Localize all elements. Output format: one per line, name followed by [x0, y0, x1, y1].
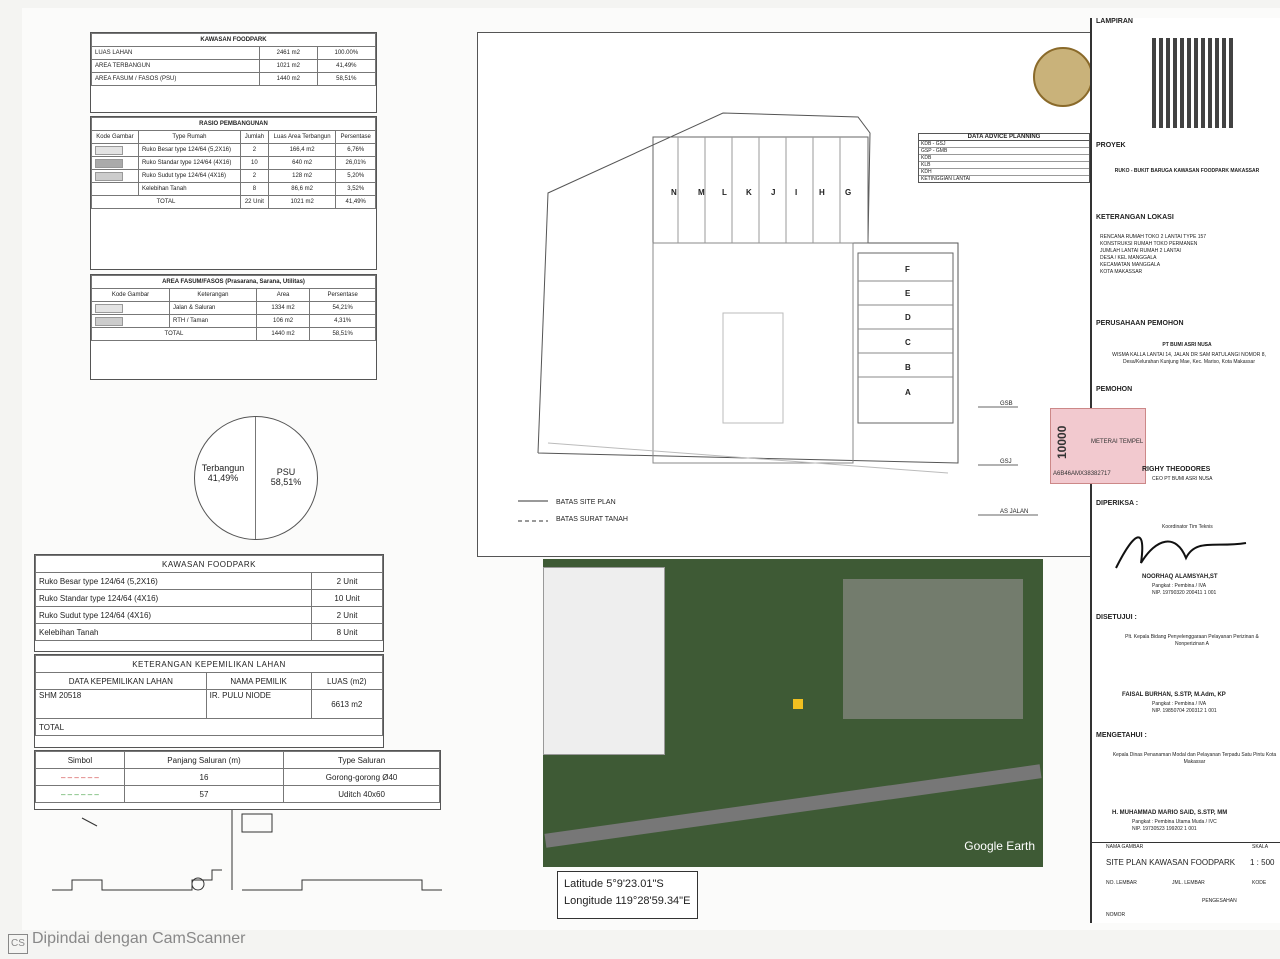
- rasio-type: Kelebihan Tanah: [138, 183, 240, 196]
- table-row: [36, 607, 383, 624]
- marker-gsb: GSB: [1000, 401, 1013, 407]
- pie-slice-terbangun: [197, 463, 249, 483]
- signer4-rank: Pangkat : Pembina Utama Muda / IVC: [1132, 819, 1217, 825]
- rasio-header: Type Rumah: [138, 131, 240, 144]
- drainage-type: Uditch 40x60: [284, 786, 440, 803]
- fasum-header: Persentase: [310, 289, 376, 302]
- marker-gsj: GSJ: [1000, 459, 1012, 465]
- rasio-area: 640 m2: [268, 157, 336, 170]
- lot-label: B: [905, 363, 911, 372]
- unit-label: Ruko Besar type 124/64 (5,2X16): [36, 573, 312, 590]
- lot-label: D: [905, 313, 911, 322]
- rasio-pct: 5,20%: [336, 170, 376, 183]
- drainage-type: Gorong-gorong Ø40: [284, 769, 440, 786]
- lot-label: I: [795, 188, 798, 197]
- advice-title: DATA ADVICE PLANNING: [919, 134, 1089, 141]
- table-row: [92, 196, 376, 209]
- ownership-total: TOTAL: [36, 719, 383, 736]
- rasio-header: Persentase: [336, 131, 376, 144]
- map-dialog-window: [543, 567, 665, 755]
- disetujui-role: Plt. Kepala Bidang Penyelenggaraan Pelayanan Perizinan & Nonperizinan A: [1125, 634, 1259, 647]
- kawasan-row-pct: 41,49%: [317, 60, 375, 73]
- skala-label: SKALA: [1252, 844, 1269, 850]
- location-pin-icon: [793, 699, 803, 709]
- table-row: [36, 786, 440, 803]
- nomor-label: NOMOR: [1106, 912, 1126, 918]
- building-cluster: [843, 579, 1023, 719]
- pengesahan-label: PENGESAHAN: [1202, 898, 1237, 904]
- ownership-area: 6613 m2: [311, 690, 382, 719]
- watermark-text: Dipindai dengan CamScanner: [32, 930, 246, 947]
- rasio-header: Luas Area Terbangun: [268, 131, 336, 144]
- lokasi-key: DESA / KEL: [1100, 255, 1127, 261]
- lot-label: N: [671, 188, 677, 197]
- rasio-type: Ruko Standar type 124/64 (4X16): [138, 157, 240, 170]
- unit-value: 2 Unit: [312, 607, 383, 624]
- rasio-qty: 2: [240, 144, 268, 157]
- fasum-ket: RTH / Taman: [170, 315, 257, 328]
- table-row: [36, 624, 383, 641]
- signature-noorhaq: [1106, 518, 1256, 578]
- drawing-name: SITE PLAN KAWASAN FOODPARK: [1106, 858, 1236, 867]
- drainage-header: Simbol: [36, 752, 125, 769]
- advice-row: KDB: [919, 155, 1089, 162]
- compass-rose-icon: [1033, 47, 1093, 107]
- rasio-pct: 26,01%: [336, 157, 376, 170]
- pie-value: 41,49%: [207, 473, 239, 483]
- unit-label: Ruko Standar type 124/64 (4X16): [36, 590, 312, 607]
- fasum-area: 106 m2: [256, 315, 309, 328]
- no-lembar-label: NO. LEMBAR: [1106, 880, 1137, 886]
- rasio-total-area: 1021 m2: [268, 196, 336, 209]
- rasio-qty: 10: [240, 157, 268, 170]
- rasio-area: 166,4 m2: [268, 144, 336, 157]
- rasio-total-label: TOTAL: [92, 196, 241, 209]
- lot-label: G: [845, 188, 852, 197]
- pemohon-company: PT BUMI ASRI NUSA: [1162, 342, 1212, 348]
- fasum-pct: 54,21%: [310, 302, 376, 315]
- pie-value: 58,51%: [270, 477, 302, 487]
- table-row: [92, 170, 376, 183]
- drainage-header: Type Saluran: [284, 752, 440, 769]
- kawasan-summary-table: [90, 32, 377, 113]
- kawasan-row-area: 2461 m2: [259, 47, 317, 60]
- fasum-title: AREA FASUM/FASOS (Prasarana, Sarana, Utilitas): [92, 276, 376, 289]
- proyek-label: PROYEK: [1096, 142, 1126, 149]
- satellite-map-image: [543, 559, 1043, 867]
- table-row: [92, 144, 376, 157]
- advice-row: KETINGGIAN LANTAI: [921, 176, 971, 182]
- drainage-table: [34, 750, 441, 810]
- diperiksa-role: Koordinator Tim Teknis: [1162, 524, 1213, 530]
- signer4-name: H. MUHAMMAD MARIO SAID, S.STP, MM: [1112, 810, 1228, 816]
- signer2-nip: NIP. 19790320 200411 1 001: [1152, 590, 1217, 596]
- lokasi-value: RUMAH TOKO 2 LANTAI TYPE 157: [1125, 234, 1207, 240]
- kawasan-row-label: LUAS LAHAN: [92, 47, 260, 60]
- drainage-symbol-green: – – – – – –: [36, 786, 125, 803]
- advice-planning-table: [918, 133, 1090, 183]
- pie-slice-psu: [261, 467, 311, 487]
- fasum-total-label: TOTAL: [92, 328, 257, 341]
- lampiran-label: LAMPIRAN: [1096, 18, 1133, 25]
- drainage-length: 57: [124, 786, 283, 803]
- fasum-header: Area: [256, 289, 309, 302]
- rasio-title: RASIO PEMBANGUNAN: [92, 118, 376, 131]
- lot-label: M: [698, 188, 705, 197]
- lot-label: C: [905, 338, 911, 347]
- drawing-scale: 1 : 500: [1250, 858, 1275, 867]
- lokasi-value: MANGGALA: [1131, 262, 1161, 268]
- rasio-table: [90, 116, 377, 270]
- pemohon-address: WISMA KALLA LANTAI 14, JALAN DR SAM RATULANGI NOMOR 8, Desa/Kelurahan Kunjung Mae, Kec. Mariso, Kota Makassar: [1112, 352, 1266, 365]
- fasum-total-area: 1440 m2: [256, 328, 309, 341]
- lot-label: L: [722, 188, 727, 197]
- table-row: [92, 315, 376, 328]
- lokasi-label: KETERANGAN LOKASI: [1096, 214, 1174, 221]
- unit-label: Kelebihan Tanah: [36, 624, 312, 641]
- rasio-area: 86,6 m2: [268, 183, 336, 196]
- signer3-nip: NIP. 19850704 200312 1 001: [1152, 708, 1217, 714]
- signer3-name: FAISAL BURHAN, S.STP, M.Adm, KP: [1122, 692, 1226, 698]
- lokasi-value: MAKASSAR: [1114, 269, 1143, 275]
- signer1-role: CEO PT BUMI ASRI NUSA: [1152, 476, 1213, 482]
- lokasi-value: MANGGALA: [1128, 255, 1157, 261]
- lot-label: F: [905, 265, 910, 274]
- coordinates-box: [557, 871, 698, 919]
- table-row: [36, 573, 383, 590]
- drainage-symbol-red: – – – – – –: [36, 769, 125, 786]
- hatch-swatch: [95, 304, 123, 313]
- table-row: [92, 302, 376, 315]
- lokasi-key: KOTA: [1100, 269, 1113, 275]
- site-plan-lines: [478, 33, 1098, 556]
- rasio-header: Jumlah: [240, 131, 268, 144]
- proyek-name: RUKO - BUKIT BARUGA KAWASAN FOODPARK MAKASSAR: [1114, 168, 1260, 174]
- latitude: Latitude 5°9'23.01"S: [564, 878, 664, 890]
- table-row: [92, 183, 376, 196]
- lokasi-value: RUMAH TOKO PERMANEN: [1133, 241, 1198, 247]
- camscanner-watermark: [8, 930, 245, 954]
- kawasan-row-pct: 100.00%: [317, 47, 375, 60]
- signer3-rank: Pangkat : Pembina / IVA: [1152, 701, 1207, 707]
- fasum-total-pct: 58,51%: [310, 328, 376, 341]
- unit-value: 10 Unit: [312, 590, 383, 607]
- rasio-area: 128 m2: [268, 170, 336, 183]
- rasio-pct: 6,76%: [336, 144, 376, 157]
- lokasi-list: [1100, 234, 1280, 276]
- rasio-total-pct: 41,49%: [336, 196, 376, 209]
- lot-label: E: [905, 289, 911, 298]
- fasum-header: Keterangan: [170, 289, 257, 302]
- fasum-ket: Jalan & Saluran: [170, 302, 257, 315]
- rasio-qty: 8: [240, 183, 268, 196]
- divider: [1092, 842, 1280, 843]
- fasum-table: [90, 274, 377, 380]
- lokasi-value: RUMAH 2 LANTAI: [1139, 248, 1181, 254]
- kawasan-row-label: AREA TERBANGUN: [92, 60, 260, 73]
- table-row: [92, 328, 376, 341]
- kawasan-row-area: 1440 m2: [259, 73, 317, 86]
- table-row: [36, 690, 383, 719]
- pemohon-co-label: PERUSAHAAN PEMOHON: [1096, 320, 1184, 327]
- table-row: [36, 769, 440, 786]
- units-title: KAWASAN FOODPARK: [36, 556, 383, 573]
- legend-site-plan: BATAS SITE PLAN: [556, 499, 616, 506]
- unit-label: Ruko Sudut type 124/64 (4X16): [36, 607, 312, 624]
- hatch-swatch: [95, 317, 123, 326]
- camscanner-icon: CS: [8, 934, 28, 954]
- ownership-title: KETERANGAN KEPEMILIKAN LAHAN: [36, 656, 383, 673]
- hatch-swatch: [95, 172, 123, 181]
- kode-label: KODE: [1252, 880, 1267, 886]
- diperiksa-label: DIPERIKSA :: [1096, 500, 1139, 507]
- pie-divider: [255, 417, 256, 539]
- qr-code-icon: [1152, 38, 1234, 128]
- rasio-type: Ruko Besar type 124/64 (5,2X16): [138, 144, 240, 157]
- road: [544, 764, 1041, 847]
- signer4-nip: NIP. 19730523 199202 1 001: [1132, 826, 1197, 832]
- kawasan-row-area: 1021 m2: [259, 60, 317, 73]
- rasio-qty: 2: [240, 170, 268, 183]
- legend-surat-tanah: BATAS SURAT TANAH: [556, 516, 628, 523]
- pie-label: Terbangun: [201, 463, 245, 473]
- ownership-header: DATA KEPEMILIKAN LAHAN: [36, 673, 207, 690]
- ownership-table: [34, 654, 384, 748]
- stamp-text: METERAI TEMPEL: [1091, 439, 1144, 445]
- revenue-stamp: [1050, 408, 1146, 484]
- ownership-data: SHM 20518: [36, 690, 207, 719]
- drainage-length: 16: [124, 769, 283, 786]
- ownership-header: LUAS (m2): [311, 673, 382, 690]
- signer1-name: RIGHY THEODORES: [1142, 466, 1211, 473]
- lot-label: J: [771, 188, 776, 197]
- google-earth-watermark: Google Earth: [964, 839, 1035, 853]
- rasio-header: Kode Gambar: [92, 131, 139, 144]
- advice-row: KDB - GSJ: [919, 141, 1089, 148]
- ownership-name: IR. PULU NIODE: [206, 690, 311, 719]
- marker-as-jalan: AS JALAN: [1000, 509, 1029, 515]
- rasio-pct: 3,52%: [336, 183, 376, 196]
- longitude: Longitude 119°28'59.34"E: [564, 895, 691, 907]
- unit-value: 2 Unit: [312, 573, 383, 590]
- lot-label: K: [746, 188, 752, 197]
- lokasi-key: JUMLAH LANTAI: [1100, 248, 1139, 254]
- hatch-swatch: [95, 146, 123, 155]
- advice-row: GSP - GMB: [919, 148, 1089, 155]
- cross-section-drawing: [42, 808, 462, 908]
- kawasan-row-pct: 58,51%: [317, 73, 375, 86]
- unit-value: 8 Unit: [312, 624, 383, 641]
- mengetahui-role: Kepala Dinas Penanaman Modal dan Pelayanan Terpadu Satu Pintu Kota Makassar: [1112, 752, 1277, 765]
- rasio-type: Ruko Sudut type 124/64 (4X16): [138, 170, 240, 183]
- pemohon-label: PEMOHON: [1096, 386, 1133, 393]
- stamp-code: A6B46AMX38382717: [1053, 471, 1111, 477]
- lokasi-key: KONSTRUKSI: [1100, 241, 1133, 247]
- fasum-pct: 4,31%: [310, 315, 376, 328]
- area-pie-chart: [194, 416, 318, 540]
- lokasi-key: RENCANA: [1100, 234, 1125, 240]
- stamp-value: 10000: [1055, 425, 1069, 459]
- table-row: [36, 590, 383, 607]
- lot-label: H: [819, 188, 825, 197]
- ownership-header: NAMA PEMILIK: [206, 673, 311, 690]
- foodpark-units-table: [34, 554, 384, 652]
- signer2-rank: Pangkat : Pembina / IVA: [1152, 583, 1207, 589]
- fasum-header: Kode Gambar: [92, 289, 170, 302]
- advice-row: KLB: [919, 162, 1089, 169]
- signer2-name: NOORHAQ ALAMSYAH,ST: [1142, 574, 1218, 580]
- jml-lembar-label: JML. LEMBAR: [1172, 880, 1205, 886]
- disetujui-label: DISETUJUI :: [1096, 614, 1137, 621]
- site-plan-drawing: [477, 32, 1099, 557]
- rasio-total-qty: 22 Unit: [240, 196, 268, 209]
- lokasi-key: KECAMATAN: [1100, 262, 1131, 268]
- fasum-area: 1334 m2: [256, 302, 309, 315]
- table-row: [92, 157, 376, 170]
- lot-label: A: [905, 388, 911, 397]
- pie-label: PSU: [276, 467, 296, 477]
- mengetahui-label: MENGETAHUI :: [1096, 732, 1147, 739]
- title-block: [1053, 18, 1280, 923]
- advice-row: KDH: [919, 169, 1089, 176]
- drainage-header: Panjang Saluran (m): [124, 752, 283, 769]
- kawasan-row-label: AREA FASUM / FASOS (PSU): [92, 73, 260, 86]
- hatch-swatch: [95, 159, 123, 168]
- nama-gambar-label: NAMA GAMBAR: [1106, 844, 1144, 850]
- kawasan-title: KAWASAN FOODPARK: [92, 34, 376, 47]
